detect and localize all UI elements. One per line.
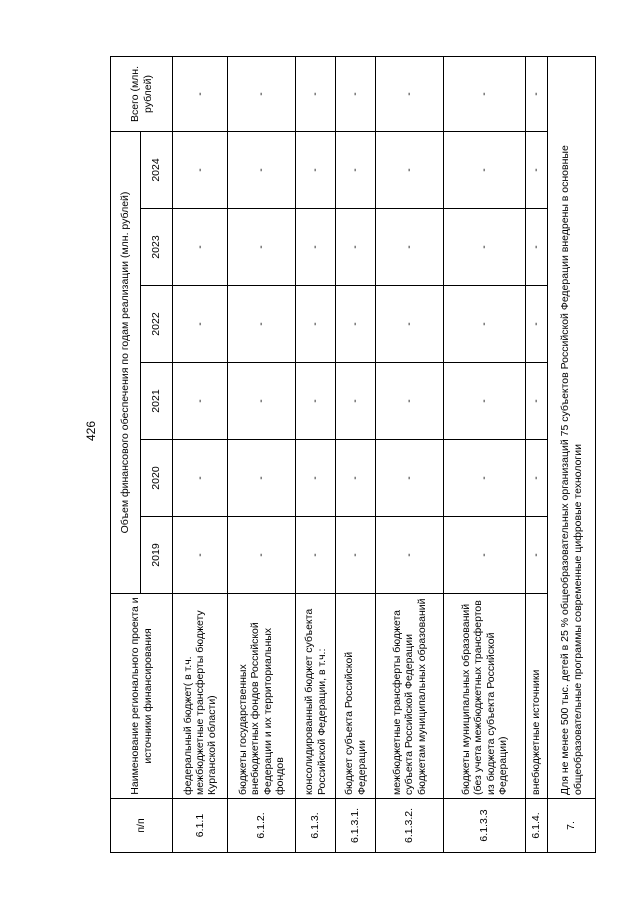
- row-name: федеральный бюджет( в т.ч. межбюджетные трансферты бюджету Курганской области): [173, 594, 228, 799]
- cell-value: -: [526, 363, 548, 440]
- cell-value: -: [376, 363, 444, 440]
- table-row-final: [548, 56, 596, 852]
- cell-value: -: [336, 131, 376, 208]
- header-year: 2021: [141, 363, 173, 440]
- cell-value: -: [228, 131, 296, 208]
- cell-value: -: [444, 131, 526, 208]
- cell-value: -: [296, 363, 336, 440]
- cell-value: -: [173, 517, 228, 594]
- cell-value: -: [173, 209, 228, 286]
- header-year: 2024: [141, 131, 173, 208]
- cell-value: -: [444, 209, 526, 286]
- header-year: 2019: [141, 517, 173, 594]
- header-year: 2020: [141, 440, 173, 517]
- row-name: бюджет субъекта Российской Федерации: [336, 594, 376, 799]
- cell-value: -: [336, 56, 376, 131]
- row-num: 6.1.3.1.: [336, 799, 376, 853]
- cell-value: -: [296, 131, 336, 208]
- row-num: 7.: [548, 799, 596, 853]
- table-row: [444, 56, 526, 852]
- cell-value: -: [526, 56, 548, 131]
- row-num: 6.1.1: [173, 799, 228, 853]
- cell-value: -: [228, 363, 296, 440]
- header-year: 2022: [141, 286, 173, 363]
- cell-value: -: [526, 209, 548, 286]
- row-num: 6.1.2.: [228, 799, 296, 853]
- header-years-group: Объем финансового обеспечения по годам реализации (млн. рублей): [111, 131, 141, 593]
- cell-value: -: [526, 517, 548, 594]
- rotated-page-content: [110, 57, 584, 853]
- row-name: бюджеты муниципальных образований (без учета межбюджетных трансфертов из бюджета субъекта Российской Федерации): [444, 594, 526, 799]
- cell-value: -: [444, 286, 526, 363]
- cell-value: -: [228, 517, 296, 594]
- cell-value: -: [173, 440, 228, 517]
- cell-value: -: [228, 440, 296, 517]
- row-name: межбюджетные трансферты бюджета субъекта Российской Федерации бюджетам муниципальных образований: [376, 594, 444, 799]
- cell-value: -: [376, 56, 444, 131]
- table-row: [228, 56, 296, 852]
- cell-value: -: [444, 363, 526, 440]
- cell-value: -: [376, 440, 444, 517]
- cell-value: -: [173, 363, 228, 440]
- cell-value: -: [444, 517, 526, 594]
- cell-value: -: [228, 56, 296, 131]
- row-name: бюджеты государственных внебюджетных фондов Российской Федерации и их территориальных фондов: [228, 594, 296, 799]
- table-row: [526, 56, 548, 852]
- cell-value: -: [444, 56, 526, 131]
- cell-value: -: [376, 517, 444, 594]
- financing-table: [110, 56, 596, 853]
- cell-value: -: [336, 286, 376, 363]
- cell-value: -: [526, 286, 548, 363]
- row-num: 6.1.3.3: [444, 799, 526, 853]
- row-name: консолидированный бюджет субъекта Российской Федерации, в т.ч.:: [296, 594, 336, 799]
- header-total: Всего (млн. рублей): [111, 56, 173, 131]
- cell-value: -: [336, 363, 376, 440]
- cell-value: -: [376, 209, 444, 286]
- cell-value: -: [376, 286, 444, 363]
- table-row: [173, 56, 228, 852]
- header-name: Наименование регионального проекта и источники финансирования: [111, 594, 173, 799]
- cell-value: -: [526, 440, 548, 517]
- table-row: [336, 56, 376, 852]
- cell-value: -: [173, 56, 228, 131]
- row-description: Для не менее 500 тыс. детей в 25 % общеобразовательных организаций 75 субъектов Российской Федерации внедрены в основные общеобразовательные программы современные цифровые технологии: [548, 56, 596, 798]
- cell-value: -: [444, 440, 526, 517]
- cell-value: -: [296, 56, 336, 131]
- cell-value: -: [336, 440, 376, 517]
- row-num: 6.1.3.: [296, 799, 336, 853]
- cell-value: -: [296, 517, 336, 594]
- row-name: внебюджетные источники: [526, 594, 548, 799]
- header-year: 2023: [141, 209, 173, 286]
- cell-value: -: [173, 286, 228, 363]
- header-num: п/п: [111, 799, 173, 853]
- cell-value: -: [228, 286, 296, 363]
- page-number: 426: [84, 420, 98, 441]
- cell-value: -: [336, 517, 376, 594]
- table-row: [376, 56, 444, 852]
- cell-value: -: [296, 440, 336, 517]
- cell-value: -: [526, 131, 548, 208]
- cell-value: -: [296, 209, 336, 286]
- cell-value: -: [376, 131, 444, 208]
- row-num: 6.1.3.2.: [376, 799, 444, 853]
- cell-value: -: [296, 286, 336, 363]
- cell-value: -: [173, 131, 228, 208]
- cell-value: -: [228, 209, 296, 286]
- table-row: [296, 56, 336, 852]
- row-num: 6.1.4.: [526, 799, 548, 853]
- cell-value: -: [336, 209, 376, 286]
